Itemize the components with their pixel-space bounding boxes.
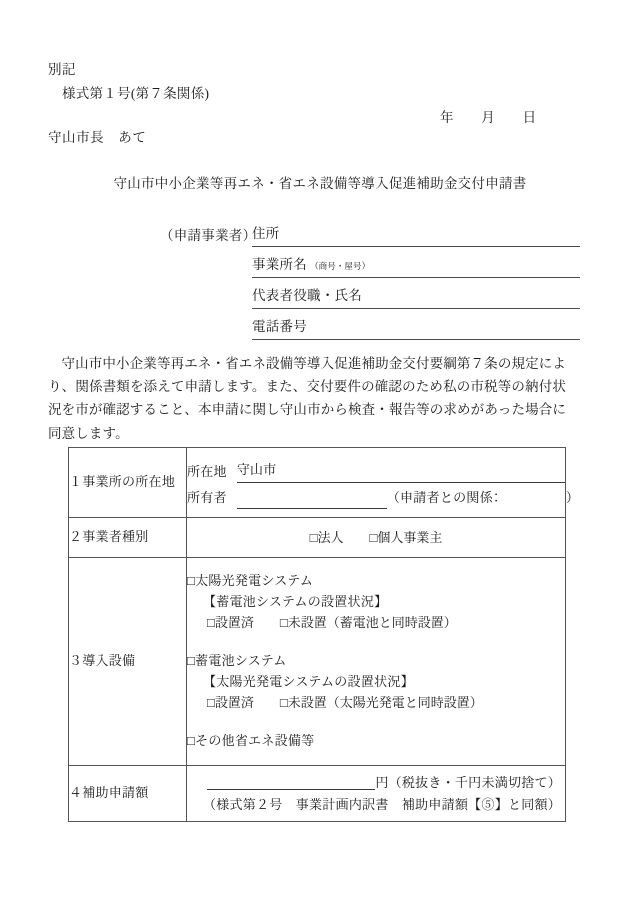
solar-battery-status bbox=[187, 612, 565, 633]
location-line bbox=[187, 457, 565, 483]
equipment-group-other bbox=[187, 730, 565, 751]
checkbox-battery-solar-not-installed[interactable]: □未設置（太陽光発電と同時設置） bbox=[279, 695, 483, 711]
owner-label: 所有者 bbox=[187, 490, 227, 506]
application-table bbox=[68, 447, 580, 822]
representative-label: 代表者役職・氏名 bbox=[252, 288, 363, 304]
checkbox-sole-proprietor[interactable]: □個人事業主 bbox=[369, 529, 443, 545]
table-row bbox=[69, 558, 566, 766]
applicant-group-label: （申請事業者） bbox=[160, 228, 257, 244]
row-label-location: １事業所の所在地 bbox=[69, 448, 187, 518]
equipment-spacer bbox=[187, 635, 565, 650]
table-row bbox=[69, 448, 566, 518]
row-label-subsidy-amount: ４補助申請額 bbox=[69, 766, 187, 822]
date-line: 年 月 日 bbox=[440, 110, 537, 125]
office-name-label: 事業所名 bbox=[252, 257, 308, 273]
applicant-office-name-row bbox=[160, 247, 580, 278]
row-content-equipment bbox=[187, 558, 566, 766]
phone-field[interactable] bbox=[252, 317, 580, 340]
row-label-equipment: ３導入設備 bbox=[69, 558, 187, 766]
row-content-subsidy-amount bbox=[187, 766, 566, 822]
applicant-section bbox=[160, 216, 580, 340]
owner-input[interactable] bbox=[237, 507, 387, 509]
office-name-sublabel: （商号・屋号） bbox=[310, 261, 371, 272]
solar-bracket-label: 【蓄電池システムの設置状況】 bbox=[203, 593, 388, 609]
location-input[interactable]: 守山市 bbox=[237, 459, 565, 482]
address-label: 住所 bbox=[252, 226, 280, 242]
applicant-address-row bbox=[160, 216, 580, 247]
amount-input[interactable] bbox=[207, 774, 375, 790]
checkbox-corporation[interactable]: □法人 bbox=[309, 529, 344, 545]
row-content-location bbox=[187, 448, 580, 518]
equipment-group-solar bbox=[187, 570, 565, 633]
equipment-spacer bbox=[187, 715, 565, 730]
table-row bbox=[69, 518, 566, 558]
checkbox-solar-battery-installed[interactable]: □設置済 bbox=[207, 614, 254, 630]
checkbox-solar-system[interactable]: □太陽光発電システム bbox=[187, 572, 314, 588]
battery-bracket-label: 【太陽光発電システムの設置状況】 bbox=[203, 674, 414, 690]
address-field[interactable] bbox=[252, 224, 580, 247]
row-label-business-type: ２事業者種別 bbox=[69, 518, 187, 558]
amount-line-wrap bbox=[187, 772, 565, 793]
bekki-label bbox=[48, 60, 76, 81]
addressee: 守山市長 あて bbox=[48, 130, 147, 145]
location-label: 所在地 bbox=[187, 464, 227, 480]
row-content-business-type bbox=[187, 518, 566, 558]
office-name-field[interactable] bbox=[252, 255, 580, 278]
checkbox-other-energy-saving[interactable]: □その他省エネ設備等 bbox=[187, 733, 315, 749]
business-type-choices bbox=[187, 527, 565, 548]
equipment-group-battery bbox=[187, 650, 565, 713]
owner-relation-note[interactable]: （申請者との関係： ） bbox=[386, 490, 580, 506]
body-paragraph: 守山市中小企業等再エネ・省エネ設備等導入促進補助金交付要綱第７条の規定により、関係書類を添えて申請します。また、交付要件の確認のため私の市税等の納付状況を市が確認すること、本申請に関し守山市から検査・報告等の求めがあった場合に同意します。 bbox=[48, 356, 566, 441]
page-title: 守山市中小企業等再エネ・省エネ設備等導入促進補助金交付申請書 bbox=[113, 176, 527, 191]
battery-solar-status bbox=[187, 692, 565, 713]
representative-field[interactable] bbox=[252, 286, 580, 309]
owner-line bbox=[187, 483, 580, 509]
form-number: 様式第１号(第７条関係) bbox=[62, 86, 210, 101]
checkbox-solar-battery-not-installed[interactable]: □未設置（蓄電池と同時設置） bbox=[279, 614, 457, 630]
table-row bbox=[69, 766, 566, 822]
applicant-representative-row bbox=[160, 278, 580, 309]
bekki-text: 別記 bbox=[48, 62, 77, 77]
phone-label: 電話番号 bbox=[252, 319, 308, 335]
applicant-phone-row bbox=[160, 309, 580, 340]
checkbox-battery-system[interactable]: □蓄電池システム bbox=[187, 652, 287, 668]
checkbox-battery-solar-installed[interactable]: □設置済 bbox=[207, 695, 254, 711]
amount-reference-note: （様式第２号 事業計画内訳書 補助申請額【⑤】と同額） bbox=[202, 796, 561, 812]
amount-unit-note: 円（税抜き・千円未満切捨て） bbox=[375, 775, 561, 791]
